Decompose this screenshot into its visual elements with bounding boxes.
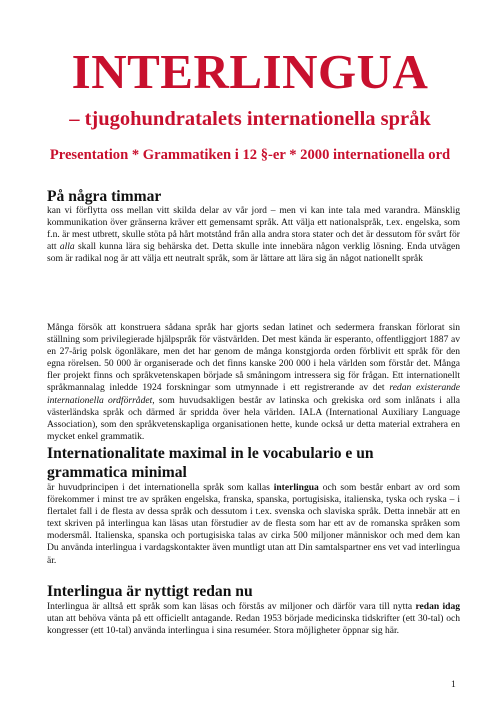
- section-heading-interlingua-nyttigt: Interlingua är nyttigt redan nu: [47, 583, 253, 600]
- section-paragraph: Många försök att konstruera sådana språk har gjorts sedan latinet och sedermera franskan förlorat sin ställning som privilegierade hjälpspråk för västvärlden. Det mest kända är esperanto, offentliggjort 1887 av en 27-årig polsk ögonläkare, men det har genom de många konstgjorda orden förblivit ett språk för den egna rörelsen. 50 000 är organiserade och det finns kanske 200 000 i hela världen som förstår det. Många fler projekt finns och språkvetenskapen började så småningom intressera sig för frågan. Ett internationellt språkmannalag inledde 1924 forskningar som utmynnade i ett registrerande av det redan existerande internationella ordförrådet, som huvudsakligen består av latinska och grekiska ord som inlånats i alla västerländska språk och därmed är spridda över hela världen. IALA (International Auxiliary Language Association), som den språkvetenskapliga organisationen hette, kunde också ur detta material extrahera en mycket enkel grammatik.: [47, 322, 461, 442]
- section-heading-pa-nagra-timmar: På några timmar: [47, 188, 162, 205]
- section-heading-internationalitate: Internationalitate maximal in le vocabulario e un grammatica minimal: [47, 445, 374, 481]
- document-subtitle: – tjugohundratalets internationella språk: [69, 108, 431, 130]
- section-paragraph: är huvudprincipen i det internationella språk som kallas interlingua och som består enbart av ord som förekommer i minst tre av språken engelska, franska, spanska, portugisiska, italienska, tyska och ryska – i flertalet fall i de flesta av dessa språk och dessutom i t.ex. svenska och slaviska språk. Detta innebär att en text skriven på interlingua kan läsas utan förstudier av de flesta som har ett av de romanska språken som modersmål. Italienska, spanska och portugisiska talas av cirka 500 miljoner människor och med dem kan Du använda interlingua i vardagskontakter även muntligt utan att Din samtalspartner ens vet vad interlingua är.: [47, 482, 460, 566]
- section-paragraph: Interlingua är alltså ett språk som kan läsas och förstås av miljoner och därför vara till nytta redan idag utan att behöva vänta på ett officiellt antagande. Redan 1953 började medicinska tidskrifter (ett 30-tal) och kongresser (ett 10-tal) använda interlingua i sina resuméer. Stora möjligheter öppnar sig här.: [47, 601, 461, 637]
- document-title: INTERLINGUA: [71, 44, 429, 99]
- emphasis-text: alla: [59, 241, 75, 253]
- bold-text: interlingua: [273, 482, 319, 493]
- document-tagline: Presentation * Grammatiken i 12 §-er * 2000 internationella ord: [49, 147, 451, 163]
- bold-text: redan idag: [415, 601, 461, 612]
- emphasis-text: redan existerande internationella ordförrådet: [47, 382, 461, 406]
- section-paragraph: kan vi förflytta oss mellan vitt skilda delar av vår jord – men vi kan inte tala med varandra. Mänsklig kommunikation över gränserna kräver ett gemensamt språk. Att välja ett nationalspråk, t.ex. engelska, som f.n. är mest utbrett, skulle stöta på hårt motstånd från alla andra stora stater och det är dessutom för svårt för att alla skall kunna lära sig behärska det. Detta skulle inte innebära någon verklig lösning. Enda utvägen som är radikal nog är att välja ett neutralt språk, som är lättare att lära sig än något nationellt språk: [47, 205, 460, 265]
- page-number: 1: [451, 679, 456, 690]
